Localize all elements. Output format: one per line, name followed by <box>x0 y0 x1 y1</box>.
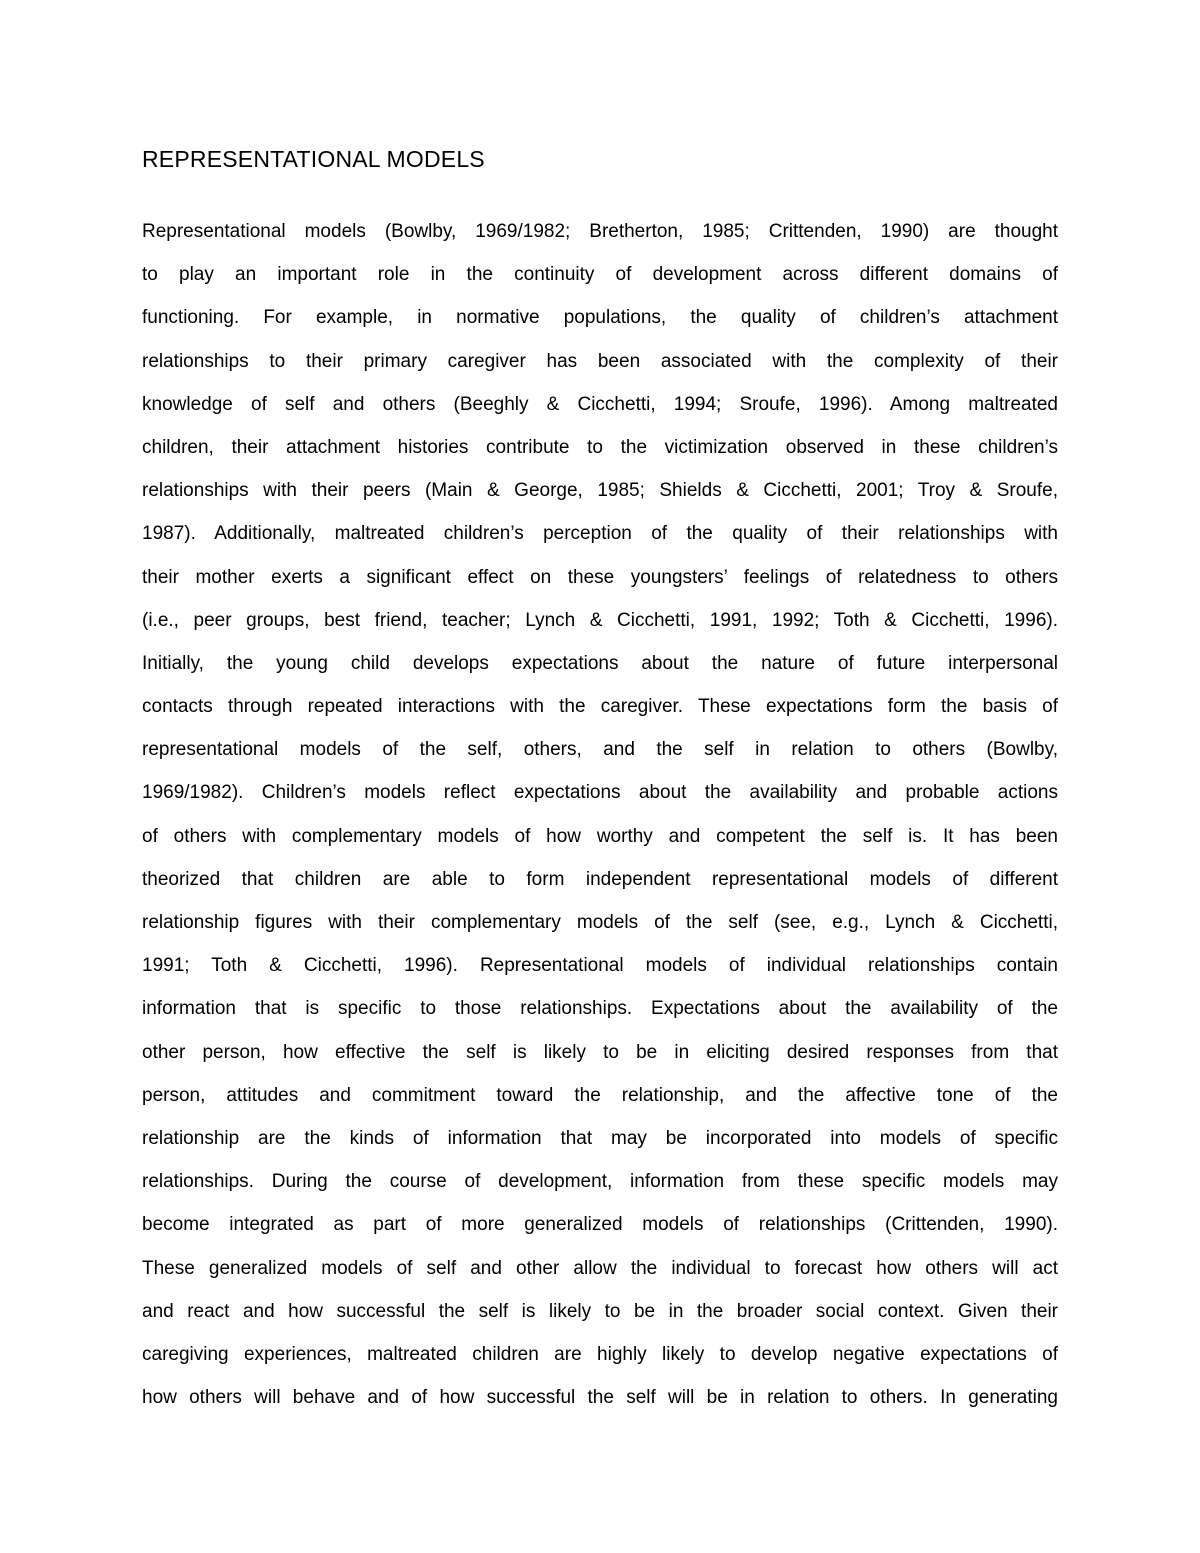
text-line: knowledge of self and others (Beeghly & Cicchetti, 1994; Sroufe, 1996). Among maltreated <box>142 393 1058 415</box>
text-line: information that is specific to those relationships. Expectations about the availability of the <box>142 998 1058 1020</box>
text-line: theorized that children are able to form independent representational models of different <box>142 868 1058 890</box>
text-line: (i.e., peer groups, best friend, teacher; Lynch & Cicchetti, 1991, 1992; Toth & Cicchetti, 1996). <box>142 609 1058 631</box>
text-line: become integrated as part of more generalized models of relationships (Crittenden, 1990). <box>142 1214 1058 1236</box>
text-line: relationships to their primary caregiver has been associated with the complexity of their <box>142 350 1058 372</box>
text-line: relationship are the kinds of information that may be incorporated into models of specific <box>142 1127 1058 1149</box>
text-line: relationship figures with their complementary models of the self (see, e.g., Lynch & Cicchetti, <box>142 912 1058 933</box>
text-line: person, attitudes and commitment toward the relationship, and the affective tone of the <box>142 1084 1058 1106</box>
text-line: how others will behave and of how successful the self will be in relation to others. In generating <box>142 1387 1058 1409</box>
page-title: REPRESENTATIONAL MODELS <box>142 146 485 172</box>
text-line: Representational models (Bowlby, 1969/1982; Bretherton, 1985; Crittenden, 1990) are thought <box>142 221 1058 242</box>
text-line: and react and how successful the self is likely to be in the broader social context. Given their <box>142 1300 1058 1322</box>
text-line: to play an important role in the continuity of development across different domains of <box>142 264 1058 286</box>
text-line: Initially, the young child develops expectations about the nature of future interpersonal <box>142 652 1058 674</box>
text-line: representational models of the self, others, and the self in relation to others (Bowlby, <box>142 739 1058 761</box>
text-line: 1991; Toth & Cicchetti, 1996). Representational models of individual relationships contain <box>142 955 1058 977</box>
text-line: children, their attachment histories contribute to the victimization observed in these children’s <box>142 436 1058 458</box>
text-line: their mother exerts a significant effect on these youngsters’ feelings of relatedness to others <box>142 566 1058 588</box>
text-line: contacts through repeated interactions with the caregiver. These expectations form the basis of <box>142 696 1058 718</box>
text-line: other person, how effective the self is likely to be in eliciting desired responses from that <box>142 1041 1058 1063</box>
text-line: of others with complementary models of how worthy and competent the self is. It has been <box>142 825 1058 847</box>
text-line: functioning. For example, in normative populations, the quality of children’s attachment <box>142 307 1058 329</box>
text-line: caregiving experiences, maltreated children are highly likely to develop negative expectations of <box>142 1343 1058 1365</box>
text-line: 1987). Additionally, maltreated children’s perception of the quality of their relationships with <box>142 523 1058 545</box>
text-line: 1969/1982). Children’s models reflect expectations about the availability and probable actions <box>142 782 1058 804</box>
text-line: These generalized models of self and other allow the individual to forecast how others will act <box>142 1257 1058 1279</box>
text-line: relationships. During the course of development, information from these specific models may <box>142 1171 1058 1193</box>
body-paragraph <box>142 210 1058 1419</box>
text-line: relationships with their peers (Main & George, 1985; Shields & Cicchetti, 2001; Troy & Sroufe, <box>142 480 1058 502</box>
